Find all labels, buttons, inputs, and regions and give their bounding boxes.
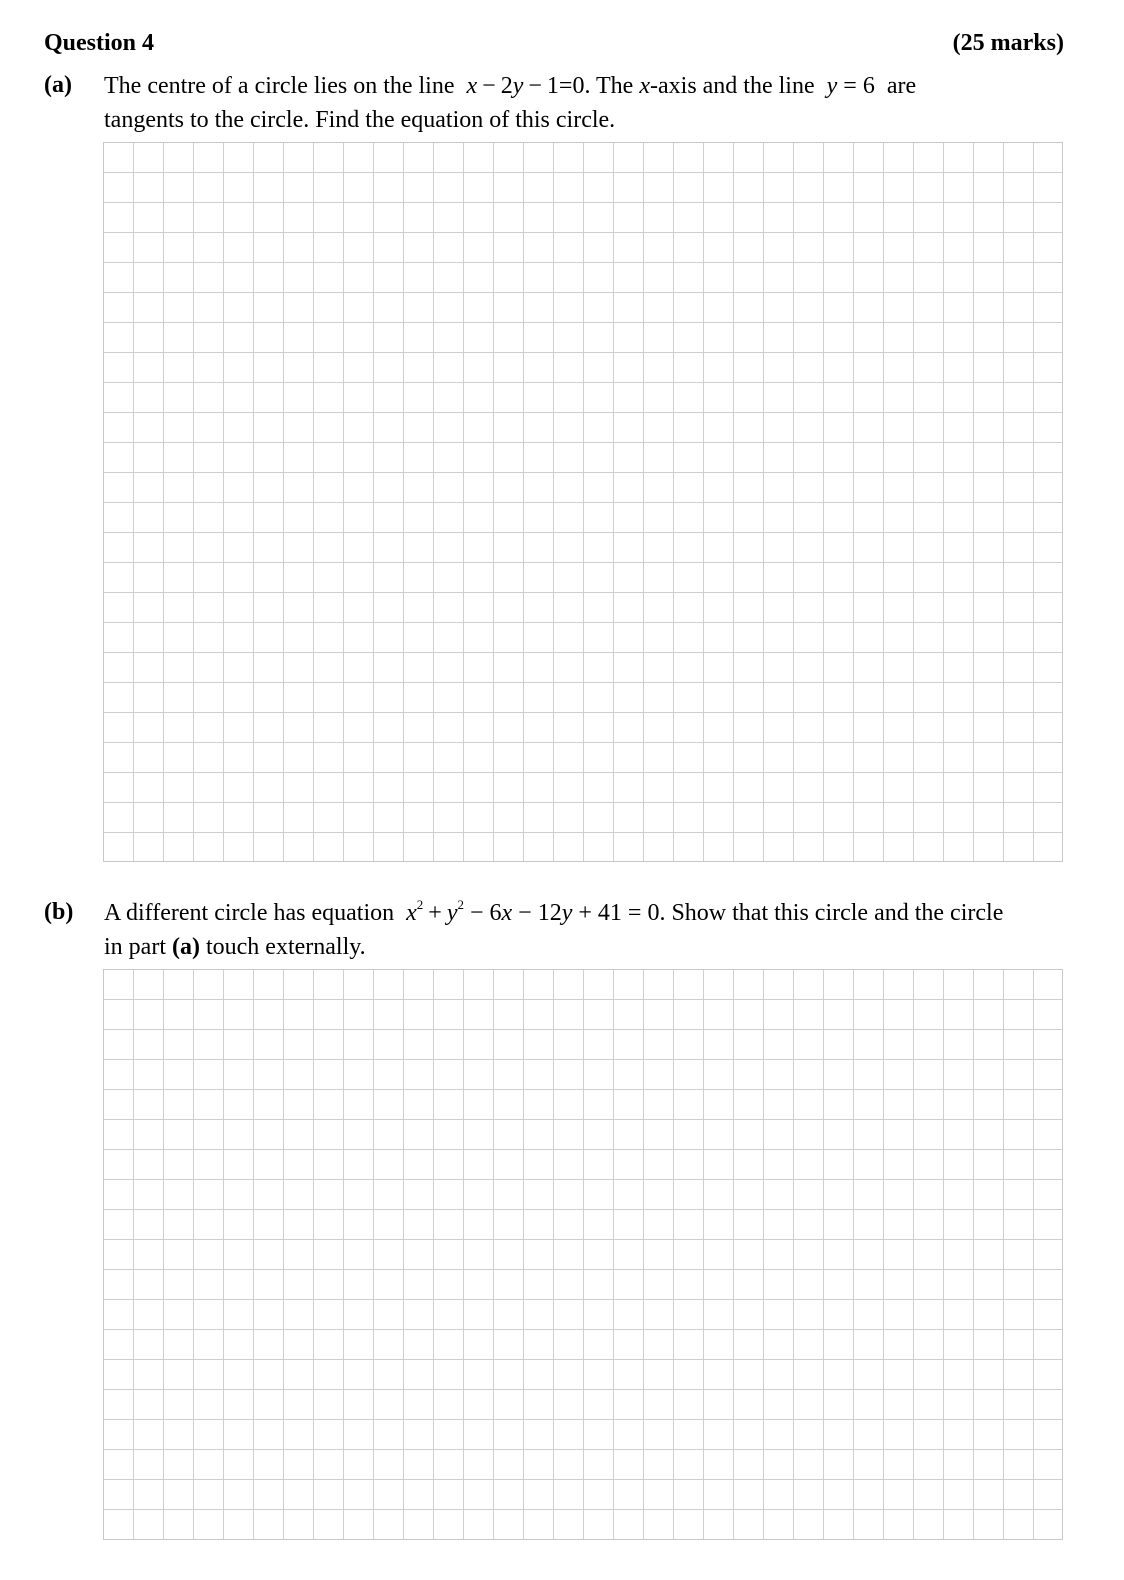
part-b-text-end: . Show that this circle and the circle	[659, 900, 1004, 926]
math-plus: +	[428, 900, 442, 926]
math-minus: −	[482, 73, 496, 99]
part-b-text-line2-end: touch externally.	[205, 934, 366, 960]
part-a-text-end: are	[886, 73, 917, 99]
part-a-x-italic: x	[639, 73, 650, 99]
part-b-circle-equation	[400, 897, 660, 926]
part-a-line-1	[104, 69, 916, 103]
part-a-label: (a)	[44, 72, 72, 98]
math-y: y	[561, 900, 573, 926]
math-y: y	[446, 900, 458, 926]
math-exponent: 2	[457, 897, 464, 912]
part-a-tangent-equation	[821, 73, 881, 99]
part-b-text-line2-start: in part	[104, 934, 166, 960]
part-a-reference: (a)	[171, 934, 200, 960]
part-a-text-mid: . The	[584, 73, 634, 99]
math-term: − 12	[518, 900, 562, 926]
part-a-question-text	[104, 69, 916, 137]
part-b-line-2	[104, 930, 1003, 964]
math-exponent: 2	[416, 897, 424, 912]
part-a-line-equation	[461, 73, 585, 99]
answer-grid-part-b[interactable]	[103, 969, 1063, 1540]
math-y: y	[826, 73, 838, 99]
part-a-line-2: tangents to the circle. Find the equation of this circle.	[104, 107, 616, 133]
part-b-label: (b)	[44, 899, 74, 925]
math-term: + 41 = 0	[578, 900, 660, 926]
math-eq: = 6	[843, 73, 875, 99]
question-marks: (25 marks)	[952, 30, 1064, 56]
math-coef: 2	[500, 73, 513, 99]
math-term: − 6	[469, 900, 502, 926]
question-title: Question 4	[44, 30, 155, 56]
part-b-line-1	[104, 896, 1003, 930]
part-b-question-text	[104, 896, 1003, 964]
math-y: y	[512, 73, 524, 99]
math-x: x	[466, 73, 478, 99]
part-a-text-axis: -axis and the line	[650, 73, 815, 99]
part-a-text-start: The centre of a circle lies on the line	[104, 73, 455, 99]
math-x: x	[501, 900, 513, 926]
answer-grid-part-a[interactable]	[103, 142, 1063, 862]
math-x: x	[406, 900, 417, 926]
math-minus: −	[528, 73, 542, 99]
part-b-text-start: A different circle has equation	[104, 900, 395, 926]
math-rest: 1=0	[546, 73, 585, 99]
